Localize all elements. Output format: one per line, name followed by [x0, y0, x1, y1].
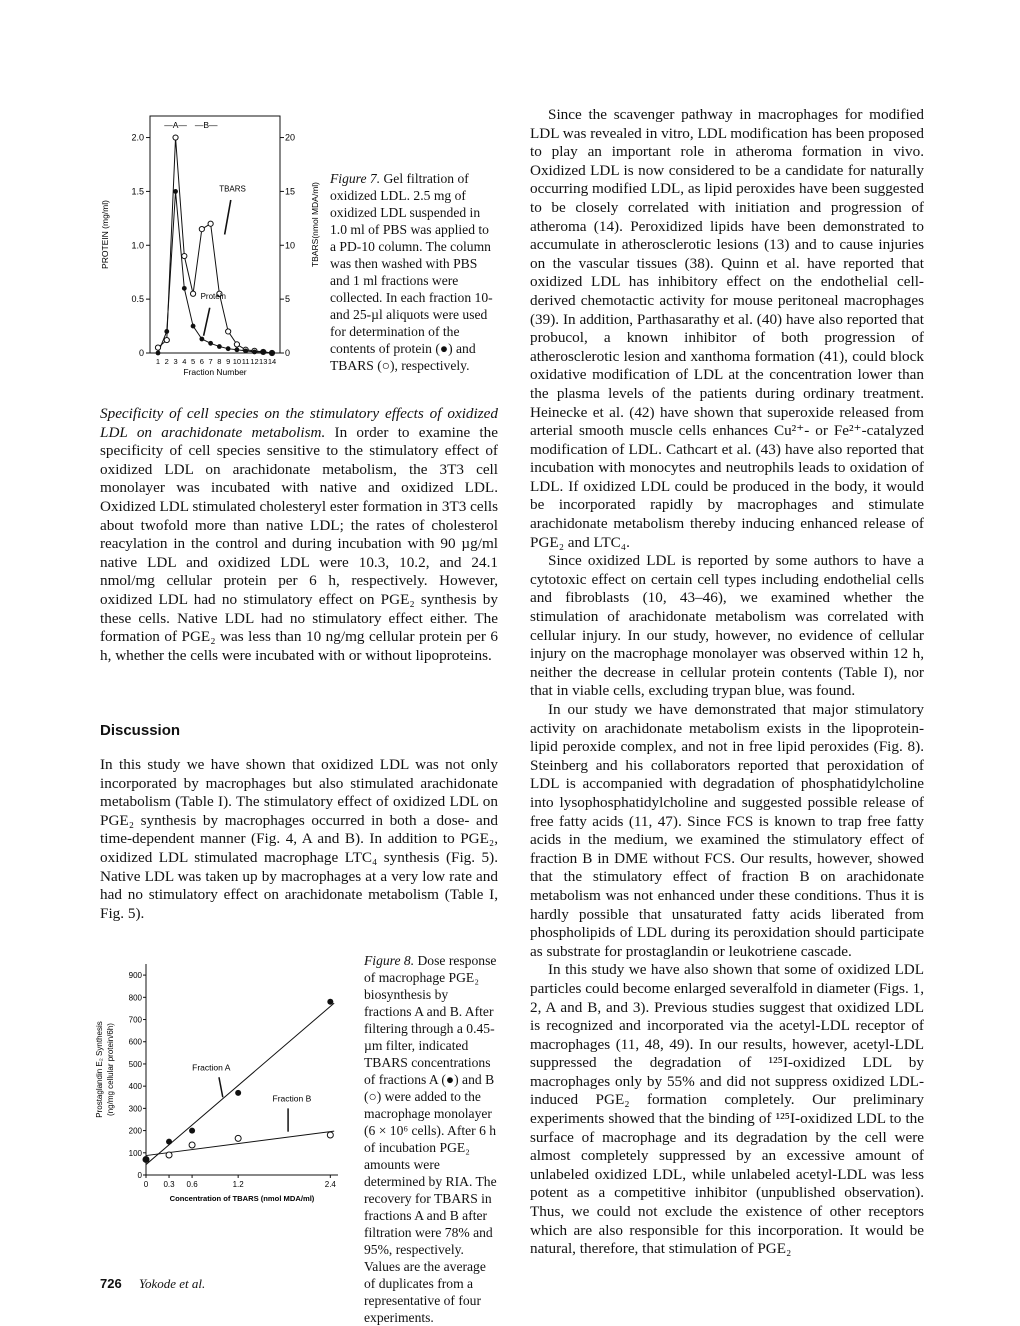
tbars-point	[182, 253, 187, 258]
peak-label-a: —A—	[164, 120, 187, 130]
fraction-b-point	[327, 1132, 333, 1138]
y-right-axis-label: TBARS(nmol MDA/ml)	[310, 181, 320, 268]
tbars-point	[164, 337, 169, 342]
fraction-b-point	[235, 1135, 241, 1141]
fraction-a-arrow	[219, 1077, 223, 1097]
specificity-paragraph	[100, 405, 498, 665]
x-tick-label: 12	[250, 357, 259, 366]
y-left-tick-label: 0	[138, 348, 144, 358]
x-tick-label: 0	[143, 1180, 149, 1189]
y-tick-label: 600	[128, 1037, 142, 1047]
x-tick-label: 9	[226, 357, 231, 366]
x-tick-label: 11	[241, 357, 250, 366]
x-tick-label: 2.4	[324, 1180, 336, 1189]
y-right-tick-label: 0	[285, 348, 291, 358]
fraction-a-point	[189, 1128, 195, 1134]
protein-line	[158, 191, 272, 353]
right-paragraph-4: In this study we have also shown that some of oxidized LDL particles could become enlarged severalfold in diameter (Figs. 1, 2, A and B, and 3). Previous studies suggest that oxidized LDL is recognized and incorporated via the acetyl-LDL receptor of macrophages (11, 48, 49). In our results, however, acetyl-LDL suppressed the degradation of ¹²⁵I-oxidized LDL by macrophages only by 55% and did not suppress oxidized LDL-induced PGE₂ formation completely. Our preliminary experiments showed that the binding of ¹²⁵I-oxidized LDL to the surface of macrophage and its degradation by the cell were almost completely suppressed by an excessive amount of unlabeled oxidized LDL, while unlabeled acetyl-LDL was less potent as a competitive inhibitor (unpublished observation). Thus, we could not exclude the existence of other receptors which are also responsible for this incorporation. It would be natural, therefore, that stimulation of PGE₂	[530, 961, 924, 1258]
protein-point	[173, 189, 178, 194]
x-axis-label: Fraction Number	[183, 367, 247, 377]
discussion-text: In this study we have shown that oxidized LDL was not only incorporated by macrophages but also stimulated arachidonate metabolism (Table I). The stimulatory effect of oxidized LDL on PGE₂ synthesis by macrophages occurred in both a dose- and time-dependent manner (Fig. 4, A and B). In addition to PGE₂, oxidized LDL stimulated macrophage LTC₄ synthesis (Fig. 5). Native LDL was taken up by macrophages at a very low rate and had no stimulatory effect on arachidonate metabolism (Table I, Fig. 5).	[100, 756, 498, 922]
tbars-line	[158, 138, 272, 353]
protein-point	[261, 350, 266, 355]
protein-point	[217, 344, 222, 349]
right-paragraph-1: Since the scavenger pathway in macrophages for modified LDL was revealed in vitro, LDL modification has been proposed to play an important role in atheroma formation in vivo. Oxidized LDL is now considered to be a candidate for naturally occurring modified LDL, as lipid peroxides have been suggested to be closely correlated with initiation and progression of atheroma (14). Peroxidized lipids have been demonstrated to accumulate in atherosclerotic lesions (13) and to cause injuries on the vascular tissues (38). Quinn et al. have reported that oxidized LDL has inhibitory effect on the endothelial cell-derived chemotactic activity for mouse peritoneal macrophages (39). In addition, Parthasarathy et al. (40) have also reported that probucol, a known inhibitor of both progression of atherosclerotic lesion and xanthoma formation (41), could block oxidative modification of LDL at the concentration lower than the plasma levels of the patients during ordinary treatment. Heinecke et al. (42) have shown that superoxide released from arterial smooth muscle cells enhances Cu²⁺- or Fe²⁺-catalyzed modification of LDL. Cathcart et al. (43) have also reported that incubation with monocytes and neutrophils leads to oxidation of LDL. If oxidized LDL could be produced in the body, it would be incorporated rapidly by macrophages and stimulate arachidonate metabolism thereby inducing enhanced release of PGE₂ and LTC₄.	[530, 106, 924, 551]
x-tick-label: 2	[164, 357, 169, 366]
protein-point	[270, 351, 275, 356]
x-tick-label: 8	[217, 357, 222, 366]
fraction-b-point	[189, 1142, 195, 1148]
y-left-tick-label: 1.0	[131, 240, 144, 251]
x-tick-label: 13	[259, 357, 268, 366]
y-left-tick-label: 0.5	[131, 294, 144, 305]
x-tick-label: 4	[182, 357, 187, 366]
figure-7-caption-text: Gel filtration of oxidized LDL. 2.5 mg of oxidized LDL suspended in 1.0 ml of PBS was applied to a PD-10 column. The column was then washed with PBS and 1 ml fractions were collected. In each fraction 10- and 25-µl aliquots were used for determination of the contents of protein (●) and TBARS (○), respectively.	[330, 171, 493, 373]
page-footer	[100, 1276, 205, 1292]
right-column	[530, 106, 924, 1259]
tbars-point	[190, 291, 195, 296]
x-tick-label: 0.6	[186, 1180, 198, 1189]
y-axis-label-line-1: Prostaglandin E₂ Synthesis	[95, 1021, 104, 1118]
running-authors: Yokode et al.	[138, 1276, 206, 1291]
tbars-arrow	[225, 200, 231, 234]
y-tick-label: 200	[128, 1126, 142, 1136]
y-tick-label: 0	[137, 1171, 142, 1180]
protein-point	[156, 351, 161, 356]
y-right-tick-label: 5	[285, 294, 291, 305]
fraction-a-label: Fraction A	[192, 1062, 231, 1073]
protein-point	[252, 350, 257, 355]
x-tick-label: 1.2	[232, 1180, 244, 1189]
figure-8-chart	[88, 950, 353, 1206]
y-left-tick-label: 1.5	[131, 186, 144, 197]
protein-point	[208, 341, 213, 346]
tbars-point	[173, 135, 178, 140]
fraction-a-point	[235, 1090, 241, 1096]
tbars-point	[234, 342, 239, 347]
tbars-annotation: TBARS	[219, 184, 246, 194]
x-tick-label: 10	[232, 357, 242, 366]
fraction-a-point	[166, 1139, 172, 1145]
protein-point	[182, 286, 187, 291]
y-right-tick-label: 20	[285, 132, 296, 143]
y-tick-label: 800	[128, 993, 142, 1003]
y-tick-label: 300	[128, 1104, 142, 1114]
fraction-b-point	[166, 1152, 172, 1158]
x-tick-label: 3	[173, 357, 178, 366]
x-tick-label: 1	[155, 357, 161, 366]
tbars-point	[226, 329, 231, 334]
y-axis-label-line-2: (ng/mg cellular protein/6h)	[106, 1023, 115, 1116]
tbars-point	[208, 221, 213, 226]
protein-annotation: Protein	[200, 292, 226, 302]
x-axis-label: Concentration of TBARS (nmol MDA/ml)	[169, 1194, 315, 1203]
tbars-point	[199, 227, 204, 232]
y-left-tick-label: 2.0	[131, 132, 144, 143]
y-right-tick-label: 15	[285, 186, 296, 197]
y-tick-label: 700	[128, 1015, 142, 1025]
page-number: 726	[100, 1276, 122, 1291]
tbars-point	[155, 345, 160, 350]
y-tick-label: 900	[128, 971, 142, 981]
y-tick-label: 400	[128, 1082, 142, 1092]
right-paragraph-2: Since oxidized LDL is reported by some authors to have a cytotoxic effect on certain cell types including endothelial cells and fibroblasts (10, 43–46), we examined whether the stimulation of arachidonate metabolism was correlated with cellular injury. In our study, however, no evidence of cellular injury on the macrophage monolayer was observed within 12 h, neither the decrease in cellular protein contents (Table I), nor that in viable cells, excluding trypan blue, was found.	[530, 552, 924, 700]
x-tick-label: 14	[267, 357, 277, 366]
protein-point	[235, 347, 240, 352]
fraction-a-point	[143, 1156, 149, 1162]
x-tick-label: 0.3	[163, 1180, 175, 1189]
x-tick-label: 5	[190, 357, 196, 366]
fraction-a-point	[327, 999, 333, 1005]
specificity-text: In order to examine the specificity of cell species sensitive to the stimulatory effect of oxidized LDL on arachidonate metabolism, the 3T3 cell monolayer was incubated with native and oxidized LDL. Oxidized LDL stimulated cholesteryl ester formation in 3T3 cells about twofold more than native LDL; the rates of cholesterol reacylation in the control and during incubation with 90 µg/ml native LDL and oxidized LDL were 10.3, 10.2, and 24.1 nmol/mg cellular protein per 6 h, respectively. However, oxidized LDL had no stimulatory effect on PGE₂ synthesis by these cells. Native LDL had no stimulatory effect either. The formation of PGE₂ was less than 10 ng/mg cellular protein per 6 h, whether the cells were incubated with or without lipoproteins.	[100, 423, 498, 664]
discussion-paragraph	[100, 756, 498, 923]
x-tick-label: 6	[199, 357, 204, 366]
discussion-heading: Discussion	[100, 722, 181, 739]
protein-point	[226, 346, 231, 351]
protein-point	[199, 337, 204, 342]
fraction-b-line	[146, 1131, 334, 1155]
right-paragraph-3: In our study we have demonstrated that major stimulatory activity on arachidonate metabolism exists in the lipoprotein-lipid peroxide complex, and not in free lipid peroxides (Fig. 8). Steinberg and his collaborators reported that peroxidation of LDL is accompanied with degradation of phosphatidylcholine into lysophosphatidylcholine and suggested possible release of free fatty acids (11, 47). Since FCS is known to trap free fatty acids in the medium, we examined the stimulatory effect of fraction B in DME without FCS. Our results, however, showed that the stimulatory effect of fraction B on arachidonate metabolism was not enhanced under these conditions. Thus it is hardly possible that unsaturated fatty acids liberated from phospholipids of LDL during its peroxidation should participate as substrate for prostaglandin or leukotriene cascade.	[530, 701, 924, 960]
plot-frame	[150, 116, 280, 353]
figure-8-caption-top	[364, 952, 499, 1326]
y-left-axis-label: PROTEIN (mg/ml)	[100, 200, 110, 269]
figure-8-caption-text: Dose response of macrophage PGE₂ biosynthesis by fractions A and B. After filtering through a 0.45-µm filter, indicated TBARS concentrations of fractions A (●) and B (○) were added to the macrophage monolayer (6 × 10⁶ cells). After 6 h of incubation PGE₂ amounts were determined by RIA. The recovery for TBARS in fractions A and B after filtration were 78% and 95%, respectively. Values are the average of duplicates from a representative of four experiments.	[364, 953, 497, 1325]
specificity-heading: Specificity of cell species on the stimulatory effects of oxidized LDL on arachidonate metabolism.	[100, 405, 498, 441]
fraction-b-label: Fraction B	[272, 1093, 312, 1104]
peak-label-b: —B—	[194, 120, 218, 130]
figure-8-label: Figure 8.	[364, 953, 415, 968]
y-right-tick-label: 10	[285, 240, 296, 251]
x-tick-label: 7	[208, 357, 213, 366]
protein-arrow	[204, 308, 210, 336]
protein-point	[191, 324, 196, 329]
protein-point	[164, 329, 169, 334]
figure-7-label: Figure 7.	[330, 171, 381, 186]
figure-7-chart	[82, 108, 322, 398]
protein-point	[243, 348, 248, 353]
y-tick-label: 100	[128, 1148, 142, 1158]
y-tick-label: 500	[128, 1059, 142, 1069]
figure-7-caption	[330, 170, 498, 374]
